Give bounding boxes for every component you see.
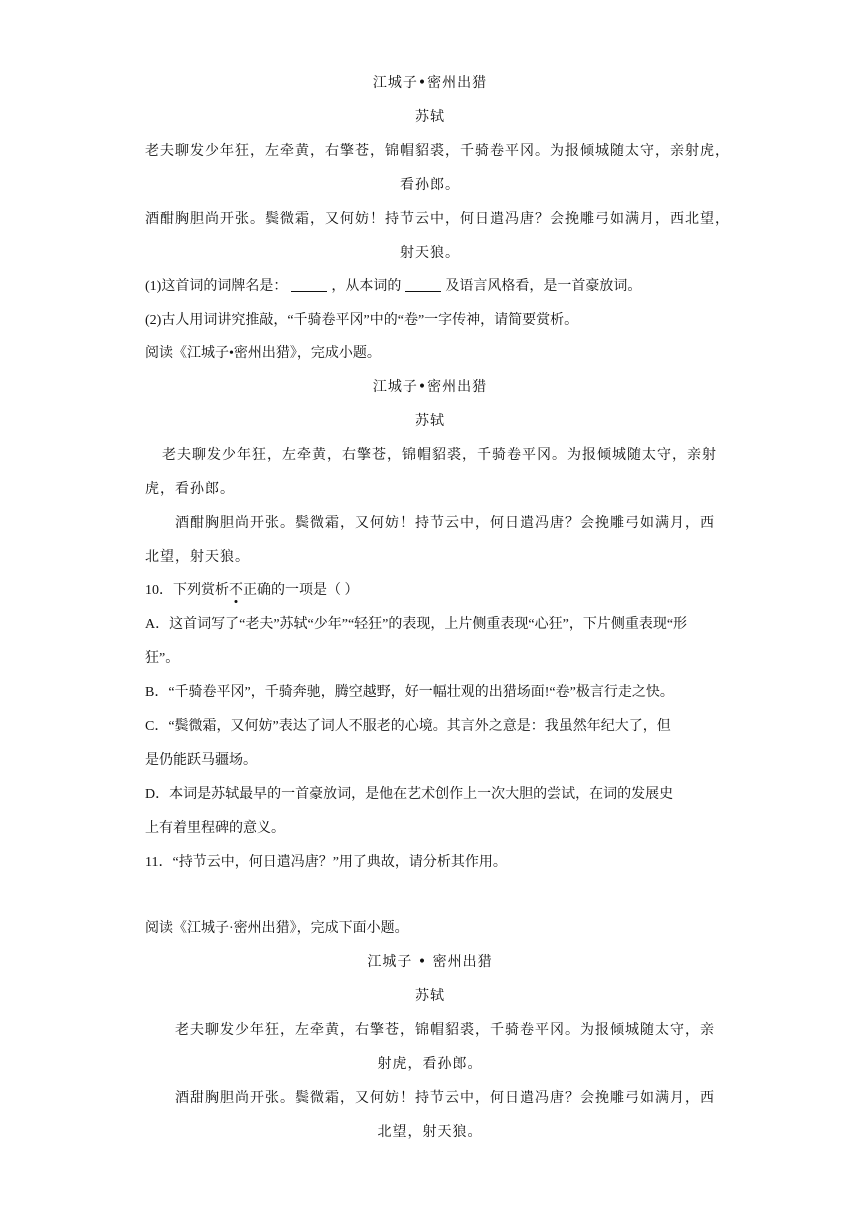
poem-line: 酒酣胸胆尚开张。鬓微霜，又何妨！持节云中，何日遣冯唐？会挽雕弓如满月，西: [175, 515, 715, 531]
reading-intro: 阅读《江城子•密州出猎》，完成小题。: [145, 346, 381, 361]
option-a-cont: 狂”。: [145, 651, 180, 666]
poem-author: 苏轼: [415, 413, 445, 429]
poem-line: 北望，射天狼。: [145, 549, 250, 565]
question-text: 10．下列赏析: [145, 583, 229, 598]
answer-blank[interactable]: [291, 277, 327, 292]
poem-line: 虎，看孙郎。: [145, 481, 235, 497]
question-text: (1)这首词的词牌名是：: [145, 279, 288, 294]
poem-line: 老夫聊发少年狂，左牵黄，右擎苍，锦帽貂裘，千骑卷平冈。为报倾城随太守，亲射: [162, 447, 717, 463]
option-b[interactable]: B．“千骑卷平冈”，千骑奔驰，腾空越野，好一幅壮观的出猎场面!“卷”极言行走之快。: [145, 685, 674, 700]
reading-intro: 阅读《江城子·密州出猎》，完成下面小题。: [145, 921, 409, 936]
poem-title: 江城子•密州出猎: [372, 75, 488, 91]
poem-line: 酒酣胸胆尚开张。鬓微霜，又何妨！持节云中，何日遣冯唐？会挽雕弓如满月，西北望，: [145, 211, 730, 227]
question-text: 及语言风格看，是一首豪放词。: [445, 279, 642, 294]
question-11: 11．“持节云中，何日遣冯唐？”用了典故，请分析其作用。: [145, 855, 507, 870]
poem-line: 酒甜胸胆尚开张。鬓微霜，又何妨！持节云中，何日遣冯唐？会挽雕弓如满月，西: [175, 1090, 715, 1106]
question-text: 正确的一项是（ ）: [243, 583, 359, 598]
option-c[interactable]: C．“鬓微霜，又何妨”表达了词人不服老的心境。其言外之意是：我虽然年纪大了，但: [145, 719, 671, 734]
answer-blank[interactable]: [405, 277, 441, 292]
emphasis-char: 不: [229, 583, 243, 598]
option-d[interactable]: D．本词是苏轼最早的一首豪放词，是他在艺术创作上一次大胆的尝试，在词的发展史: [145, 787, 674, 802]
question-1: [145, 277, 641, 297]
poem-line: 老夫聊发少年狂，左牵黄，右擎苍，锦帽貂裘，千骑卷平冈。为报倾城随太守，亲: [175, 1022, 715, 1038]
poem-author: 苏轼: [415, 988, 445, 1004]
poem-title: 江城子 • 密州出猎: [367, 954, 493, 970]
poem-line: 北望，射天狼。: [377, 1124, 483, 1140]
poem-line: 射天狼。: [400, 245, 460, 261]
poem-line: 射虎，看孙郎。: [377, 1056, 483, 1072]
option-a[interactable]: A．这首词写了“老夫”苏轼“少年”“轻狂”的表现，上片侧重表现“心狂”，下片侧重表现“形: [145, 617, 688, 632]
option-d-cont: 上有着里程碑的意义。: [145, 821, 285, 836]
poem-title: 江城子•密州出猎: [372, 379, 488, 395]
poem-author: 苏轼: [415, 109, 445, 125]
poem-line: 看孙郎。: [400, 177, 460, 193]
question-2: (2)古人用词讲究推敲，“千骑卷平冈”中的“卷”一字传神，请简要赏析。: [145, 313, 579, 328]
question-10: [145, 581, 359, 601]
poem-line: 老夫聊发少年狂，左牵黄，右擎苍，锦帽貂裘，千骑卷平冈。为报倾城随太守，亲射虎，: [145, 143, 730, 159]
option-c-cont: 是仍能跃马疆场。: [145, 753, 257, 768]
question-text: ，从本词的: [331, 279, 402, 294]
